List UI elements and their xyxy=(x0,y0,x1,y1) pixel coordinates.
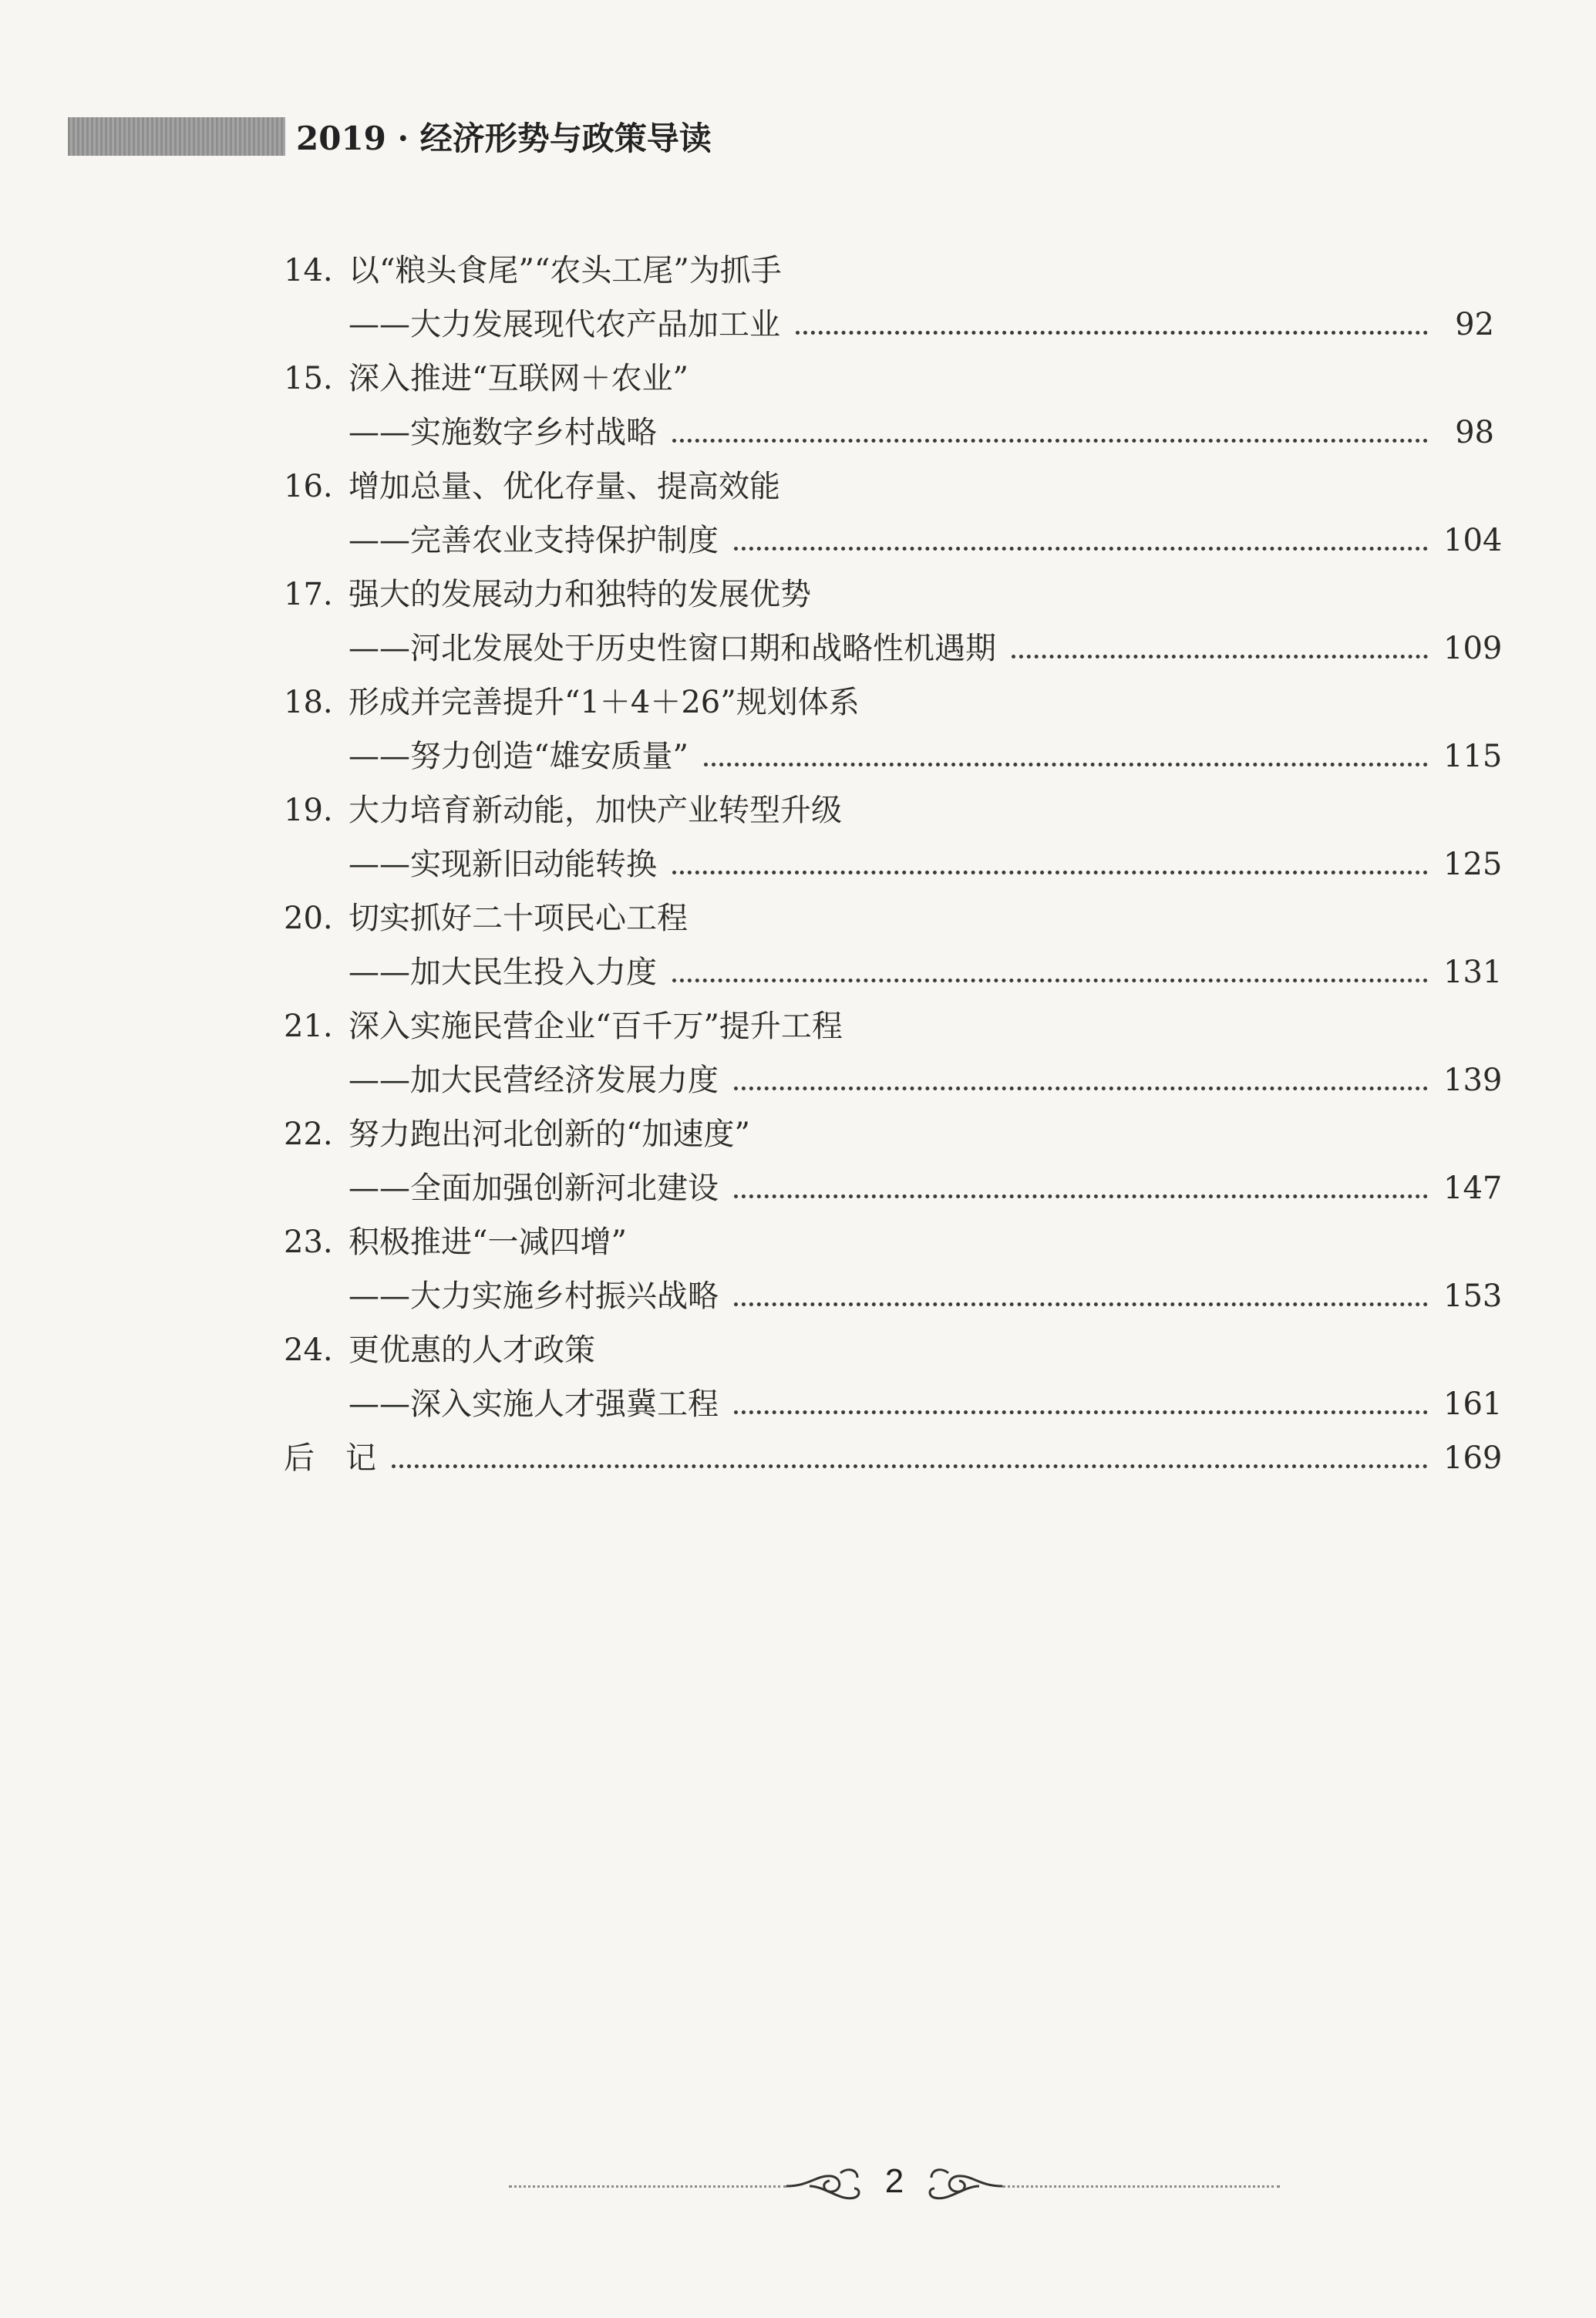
toc-entry-title: 增加总量、优化存量、提高效能 xyxy=(348,469,780,504)
toc-entry[interactable] xyxy=(284,999,1503,1107)
toc-entry-subtitle: ——加大民营经济发展力度 xyxy=(348,1063,719,1098)
right-flourish-icon xyxy=(925,2159,1002,2213)
toc-entry-title: 强大的发展动力和独特的发展优势 xyxy=(348,577,811,612)
toc-entry-subtitle-line xyxy=(284,298,1494,352)
dot-leader xyxy=(734,1302,1428,1306)
toc-entry-subtitle: ——大力实施乡村振兴战略 xyxy=(348,1279,719,1314)
toc-entry-number: 19. xyxy=(284,793,333,828)
toc-entry-page-number: 153 xyxy=(1443,1279,1503,1314)
dot-leader xyxy=(734,547,1428,551)
toc-entry-page-number: 131 xyxy=(1443,955,1503,990)
toc-entry-subtitle: ——实施数字乡村战略 xyxy=(348,415,657,450)
toc-entry-number: 21. xyxy=(284,1009,333,1044)
toc-entry-page-number: 147 xyxy=(1443,1171,1503,1206)
running-header-title: 2019 · 经济形势与政策导读 xyxy=(296,120,712,157)
toc-entry-page-number: 139 xyxy=(1443,1063,1503,1098)
toc-entry[interactable] xyxy=(284,460,1503,568)
toc-entry-subtitle: ——大力发展现代农产品加工业 xyxy=(348,307,780,342)
toc-entry-subtitle: ——深入实施人才强冀工程 xyxy=(348,1386,719,1422)
toc-entry-title-line xyxy=(284,676,1494,729)
toc-entry-subtitle: ——完善农业支持保护制度 xyxy=(348,523,719,558)
toc-entry[interactable] xyxy=(284,676,1503,783)
toc-entry-number: 23. xyxy=(284,1225,333,1260)
toc-entry-subtitle: ——加大民生投入力度 xyxy=(348,955,657,990)
toc-entry[interactable] xyxy=(284,1107,1503,1215)
toc-entry-title-line xyxy=(284,352,1494,406)
toc-entry-title-line xyxy=(284,460,1494,514)
dot-leader xyxy=(672,979,1428,982)
toc-entry-subtitle-line xyxy=(284,945,1503,999)
toc-entry-subtitle-line xyxy=(284,1053,1503,1107)
toc-entry-subtitle-line xyxy=(284,1377,1503,1431)
footer-rule-left xyxy=(509,2185,786,2188)
toc-entry-title: 深入实施民营企业“百千万”提升工程 xyxy=(348,1009,843,1044)
toc-entry-subtitle-line xyxy=(284,837,1503,891)
toc-entry-page-number: 125 xyxy=(1443,847,1503,882)
toc-entry-title-line xyxy=(284,1107,1494,1161)
toc-entry-title: 形成并完善提升“1＋4＋26”规划体系 xyxy=(348,685,860,720)
toc-entry-title-line xyxy=(284,1215,1494,1269)
toc-entry-page-number: 98 xyxy=(1455,415,1494,450)
toc-entry-number: 20. xyxy=(284,901,333,936)
toc-entry-subtitle-line xyxy=(284,514,1503,568)
footer-rule-right xyxy=(1002,2185,1280,2188)
toc-entry-title: 更优惠的人才政策 xyxy=(348,1333,595,1368)
toc-entry-subtitle: ——实现新旧动能转换 xyxy=(348,847,657,882)
toc-entry-number: 18. xyxy=(284,685,333,720)
toc-entry-number: 17. xyxy=(284,577,333,612)
footer-page-number: 2 xyxy=(884,2162,904,2200)
toc-entry[interactable] xyxy=(284,1215,1503,1323)
dot-leader xyxy=(392,1464,1428,1468)
toc-entry-subtitle-line xyxy=(284,729,1503,783)
toc-entry-number: 16. xyxy=(284,469,333,504)
toc-entry[interactable] xyxy=(284,1323,1503,1431)
dot-leader xyxy=(704,763,1428,766)
toc-entry-page-number: 109 xyxy=(1443,631,1503,666)
toc-entry-title-line xyxy=(284,244,1494,298)
toc-entry[interactable] xyxy=(284,891,1503,999)
toc-entry-page-number: 104 xyxy=(1443,523,1503,558)
header-decor-bar xyxy=(68,117,285,156)
toc-entry-page-number: 161 xyxy=(1443,1386,1503,1422)
toc-entry-title: 积极推进“一减四增” xyxy=(348,1225,627,1260)
table-of-contents xyxy=(284,244,1503,1485)
page-footer xyxy=(509,2151,1280,2221)
left-flourish-icon xyxy=(786,2159,864,2213)
dot-leader xyxy=(1012,655,1428,659)
toc-entry[interactable] xyxy=(284,783,1503,891)
toc-entry-subtitle-line xyxy=(284,406,1494,460)
toc-entry-title-line xyxy=(284,783,1494,837)
toc-entry-page-number: 115 xyxy=(1443,739,1503,774)
toc-entry-page-number: 92 xyxy=(1455,307,1494,342)
toc-entry-number: 14. xyxy=(284,253,333,288)
dot-leader xyxy=(672,871,1428,874)
toc-entry-title: 以“粮头食尾”“农头工尾”为抓手 xyxy=(348,253,782,288)
toc-entry-title-line xyxy=(284,891,1494,945)
dot-leader xyxy=(734,1194,1428,1198)
toc-entry-subtitle: ——努力创造“雄安质量” xyxy=(348,739,689,774)
postscript-page-number: 169 xyxy=(1443,1440,1503,1476)
dot-leader xyxy=(734,1410,1428,1414)
toc-entry-title-line xyxy=(284,999,1494,1053)
toc-entry-title: 深入推进“互联网＋农业” xyxy=(348,361,689,396)
toc-entry-title-line xyxy=(284,568,1494,622)
toc-entry-subtitle-line xyxy=(284,1161,1503,1215)
toc-entry[interactable] xyxy=(284,568,1503,676)
toc-entry-title: 努力跑出河北创新的“加速度” xyxy=(348,1117,750,1152)
toc-entry-title-line xyxy=(284,1323,1494,1377)
toc-entry-title: 切实抓好二十项民心工程 xyxy=(348,901,688,936)
toc-entry-number: 24. xyxy=(284,1333,333,1368)
toc-entry-subtitle: ——全面加强创新河北建设 xyxy=(348,1171,719,1206)
toc-entry-title: 大力培育新动能，加快产业转型升级 xyxy=(348,793,842,828)
toc-entry-number: 22. xyxy=(284,1117,333,1152)
toc-entry-subtitle: ——河北发展处于历史性窗口期和战略性机遇期 xyxy=(348,631,996,666)
toc-postscript-entry[interactable] xyxy=(284,1431,1503,1485)
toc-entry-subtitle-line xyxy=(284,1269,1503,1323)
toc-entry[interactable] xyxy=(284,352,1494,460)
dot-leader xyxy=(672,439,1428,443)
toc-entry-number: 15. xyxy=(284,361,333,396)
dot-leader xyxy=(796,331,1428,335)
postscript-label: 后记 xyxy=(284,1440,407,1476)
toc-entry-subtitle-line xyxy=(284,622,1503,676)
toc-entry[interactable] xyxy=(284,244,1494,352)
dot-leader xyxy=(734,1087,1428,1090)
